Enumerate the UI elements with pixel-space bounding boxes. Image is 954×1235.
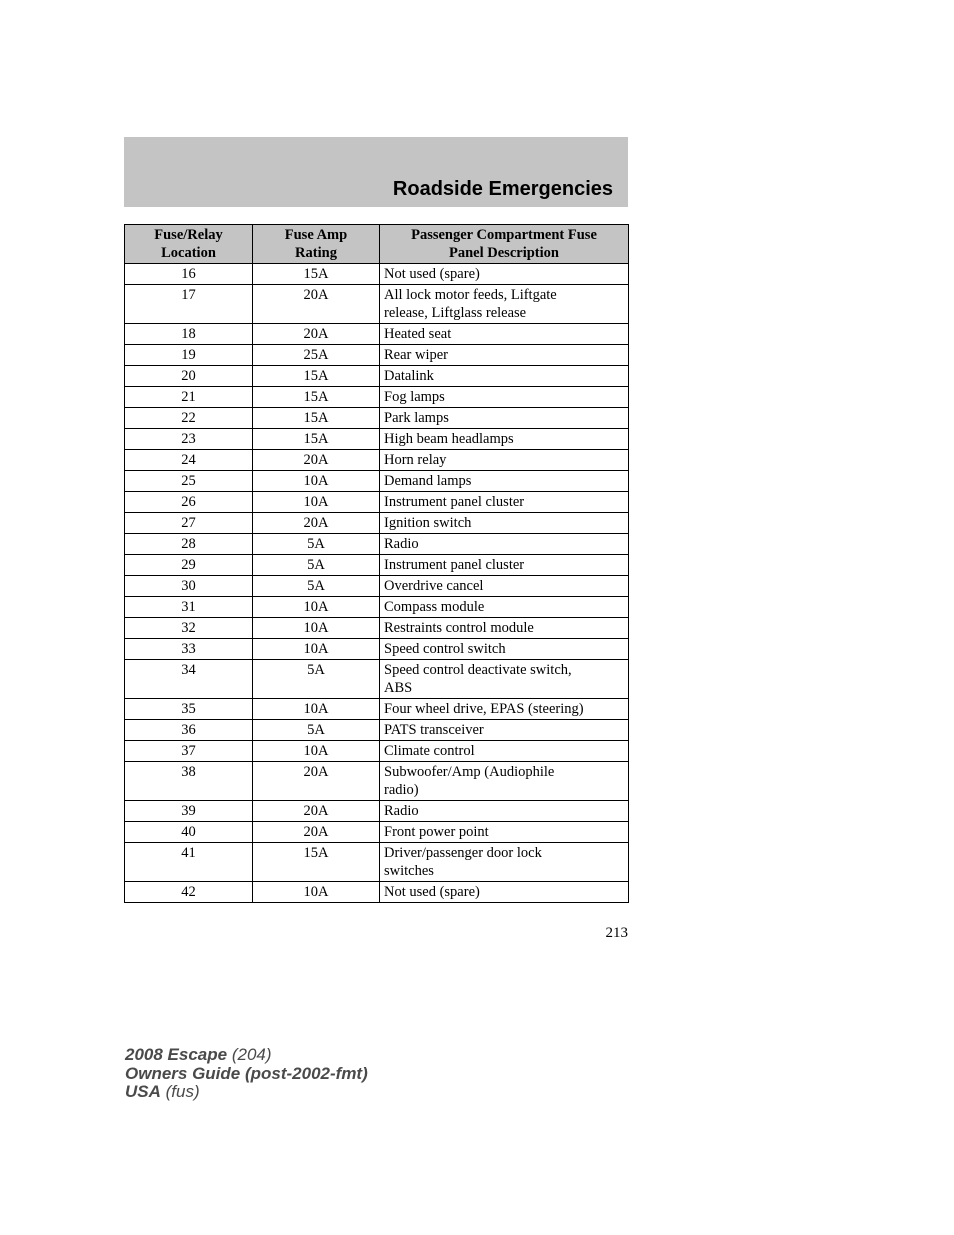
fuse-location-cell: 29 — [125, 555, 253, 576]
table-row — [125, 492, 629, 513]
fuse-description-cell: Not used (spare) — [380, 882, 629, 903]
fuse-amp-cell: 5A — [253, 720, 380, 741]
fuse-location-cell: 16 — [125, 264, 253, 285]
fuse-description-cell: Heated seat — [380, 324, 629, 345]
fuse-description-cell: Radio — [380, 801, 629, 822]
fuse-amp-cell: 15A — [253, 408, 380, 429]
fuse-amp-cell: 20A — [253, 762, 380, 801]
fuse-description-cell: Horn relay — [380, 450, 629, 471]
fuse-location-cell: 33 — [125, 639, 253, 660]
table-row — [125, 450, 629, 471]
fuse-amp-cell: 15A — [253, 843, 380, 882]
fuse-description-cell: Datalink — [380, 366, 629, 387]
fuse-location-cell: 32 — [125, 618, 253, 639]
fuse-amp-cell: 5A — [253, 534, 380, 555]
fuse-description-cell: Instrument panel cluster — [380, 492, 629, 513]
fuse-description-cell: Fog lamps — [380, 387, 629, 408]
table-row — [125, 534, 629, 555]
fuse-amp-cell: 25A — [253, 345, 380, 366]
table-row — [125, 741, 629, 762]
fuse-location-cell: 26 — [125, 492, 253, 513]
fuse-amp-cell: 15A — [253, 366, 380, 387]
description-line: switches — [384, 863, 434, 879]
table-row — [125, 264, 629, 285]
table-row — [125, 366, 629, 387]
fuse-description-cell: Overdrive cancel — [380, 576, 629, 597]
fuse-description-cell: Park lamps — [380, 408, 629, 429]
fuse-location-cell: 23 — [125, 429, 253, 450]
fuse-description-cell: Climate control — [380, 741, 629, 762]
table-row — [125, 843, 629, 882]
description-line: Subwoofer/Amp (Audiophile — [384, 764, 555, 780]
fuse-location-cell: 41 — [125, 843, 253, 882]
fuse-amp-cell: 5A — [253, 660, 380, 699]
column-header-description: Passenger Compartment Fuse Panel Description — [380, 225, 629, 264]
fuse-description-cell: PATS transceiver — [380, 720, 629, 741]
table-row — [125, 324, 629, 345]
fuse-amp-cell: 10A — [253, 699, 380, 720]
section-header-band — [124, 137, 628, 207]
fuse-location-cell: 36 — [125, 720, 253, 741]
fuse-location-cell: 18 — [125, 324, 253, 345]
fuse-description-cell: High beam headlamps — [380, 429, 629, 450]
fuse-amp-cell: 10A — [253, 741, 380, 762]
fuse-location-cell: 21 — [125, 387, 253, 408]
fuse-description-cell: Radio — [380, 534, 629, 555]
fuse-location-cell: 28 — [125, 534, 253, 555]
document-footer — [125, 1046, 368, 1102]
section-title: Roadside Emergencies — [392, 178, 613, 200]
description-line: All lock motor feeds, Liftgate — [384, 287, 557, 303]
footer-line-market: USA (fus) — [125, 1082, 200, 1101]
fuse-location-cell: 35 — [125, 699, 253, 720]
fuse-location-cell: 37 — [125, 741, 253, 762]
description-line: ABS — [384, 680, 413, 696]
fuse-location-cell: 38 — [125, 762, 253, 801]
table-row — [125, 429, 629, 450]
fuse-location-cell: 31 — [125, 597, 253, 618]
fuse-description-cell: Four wheel drive, EPAS (steering) — [380, 699, 629, 720]
fuse-description-cell: Instrument panel cluster — [380, 555, 629, 576]
fuse-description-cell: Speed control switch — [380, 639, 629, 660]
table-row — [125, 822, 629, 843]
table-row — [125, 639, 629, 660]
table-row — [125, 513, 629, 534]
footer-line-model: 2008 Escape (204) — [125, 1045, 272, 1064]
fuse-amp-cell: 5A — [253, 555, 380, 576]
fuse-amp-cell: 10A — [253, 597, 380, 618]
fuse-location-cell: 34 — [125, 660, 253, 699]
table-row — [125, 471, 629, 492]
fuse-amp-cell: 20A — [253, 513, 380, 534]
fuse-description-cell: Demand lamps — [380, 471, 629, 492]
table-row — [125, 597, 629, 618]
description-line: radio) — [384, 782, 419, 798]
fuse-amp-cell: 10A — [253, 882, 380, 903]
fuse-description-cell: Not used (spare) — [380, 264, 629, 285]
table-row — [125, 762, 629, 801]
description-line: release, Liftglass release — [384, 305, 527, 321]
table-row — [125, 576, 629, 597]
table-row — [125, 618, 629, 639]
description-line: Driver/passenger door lock — [384, 845, 542, 861]
fuse-amp-cell: 5A — [253, 576, 380, 597]
table-row — [125, 720, 629, 741]
table-row — [125, 882, 629, 903]
fuse-amp-cell: 10A — [253, 492, 380, 513]
fuse-location-cell: 30 — [125, 576, 253, 597]
fuse-table-head — [125, 225, 629, 264]
table-row — [125, 387, 629, 408]
fuse-amp-cell: 15A — [253, 387, 380, 408]
fuse-amp-cell: 10A — [253, 639, 380, 660]
footer-line-guide: Owners Guide (post-2002-fmt) — [125, 1063, 368, 1083]
fuse-location-cell: 42 — [125, 882, 253, 903]
fuse-description-cell: Rear wiper — [380, 345, 629, 366]
fuse-location-cell: 24 — [125, 450, 253, 471]
fuse-location-cell: 39 — [125, 801, 253, 822]
fuse-amp-cell: 20A — [253, 324, 380, 345]
fuse-amp-cell: 15A — [253, 429, 380, 450]
fuse-table-body — [125, 264, 629, 903]
table-row — [125, 801, 629, 822]
fuse-description-cell — [380, 843, 629, 882]
table-row — [125, 345, 629, 366]
table-row — [125, 660, 629, 699]
description-line: Speed control deactivate switch, — [384, 662, 572, 678]
fuse-location-cell: 22 — [125, 408, 253, 429]
column-header-location: Fuse/Relay Location — [125, 225, 253, 264]
fuse-description-cell — [380, 660, 629, 699]
table-row — [125, 555, 629, 576]
fuse-description-cell: Restraints control module — [380, 618, 629, 639]
fuse-amp-cell: 15A — [253, 264, 380, 285]
fuse-amp-cell: 20A — [253, 285, 380, 324]
fuse-table-header-row — [125, 225, 629, 264]
fuse-description-cell: Ignition switch — [380, 513, 629, 534]
table-row — [125, 699, 629, 720]
fuse-amp-cell: 20A — [253, 450, 380, 471]
fuse-amp-cell: 20A — [253, 801, 380, 822]
fuse-location-cell: 19 — [125, 345, 253, 366]
page-number: 213 — [605, 925, 628, 941]
column-header-amp-rating: Fuse Amp Rating — [253, 225, 380, 264]
fuse-amp-cell: 10A — [253, 471, 380, 492]
fuse-amp-cell: 20A — [253, 822, 380, 843]
fuse-amp-cell: 10A — [253, 618, 380, 639]
fuse-location-cell: 20 — [125, 366, 253, 387]
table-row — [125, 408, 629, 429]
fuse-location-cell: 27 — [125, 513, 253, 534]
fuse-location-cell: 25 — [125, 471, 253, 492]
fuse-description-cell — [380, 285, 629, 324]
fuse-description-cell: Compass module — [380, 597, 629, 618]
fuse-description-cell: Front power point — [380, 822, 629, 843]
table-row — [125, 285, 629, 324]
fuse-table — [124, 224, 629, 903]
fuse-description-cell — [380, 762, 629, 801]
fuse-location-cell: 40 — [125, 822, 253, 843]
fuse-location-cell: 17 — [125, 285, 253, 324]
